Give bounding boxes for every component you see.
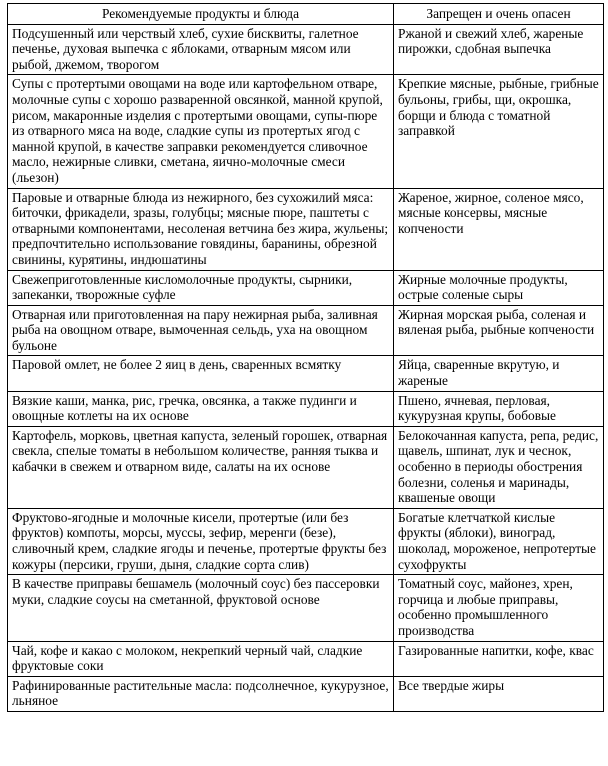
table-row (8, 508, 604, 574)
table-row (8, 356, 604, 391)
recommended-cell: Чай, кофе и какао с молоком, некрепкий черный чай, сладкие фруктовые соки (8, 641, 394, 676)
recommended-cell: Фруктово-ягодные и молочные кисели, протертые (или без фруктов) компоты, морсы, муссы, зефир, меренги (безе), сливочный крем, сладкие ягоды и печенье, протертые фрукты без кожуры (персики, груши, дыня, сладкие сорта слив) (8, 508, 394, 574)
recommended-cell: Картофель, морковь, цветная капуста, зеленый горошек, отварная свекла, спелые томаты в небольшом количестве, ранняя тыква и кабачки в свежем и отварном виде, салаты на их основе (8, 426, 394, 508)
recommended-cell: В качестве приправы бешамель (молочный соус) без пассеровки муки, сладкие соусы на сметанной, фруктовой основе (8, 575, 394, 641)
forbidden-cell: Жирные молочные продукты, острые соленые сыры (394, 270, 604, 305)
forbidden-cell: Богатые клетчаткой кислые фрукты (яблоки), виноград, шоколад, мороженое, непротертые сухофрукты (394, 508, 604, 574)
table-row (8, 676, 604, 711)
recommended-cell: Паровой омлет, не более 2 яиц в день, сваренных всмятку (8, 356, 394, 391)
recommended-cell: Паровые и отварные блюда из нежирного, без сухожилий мяса: биточки, фрикадели, зразы, голубцы; мясные пюре, паштеты с отварными компонентами, несоленая ветчина без жира, жульены; предпочтительно использование говядины, баранины, обрезной свинины, курятины, индюшатины (8, 188, 394, 270)
diet-table (7, 3, 604, 712)
forbidden-cell: Все твердые жиры (394, 676, 604, 711)
recommended-cell: Супы с протертыми овощами на воде или картофельном отваре, молочные супы с хорошо разваренной овсянкой, манной крупой, рисом, макаронные изделия с протертыми овощами, супы-пюре из отварного мяса на воде, сладкие супы из протертых ягод с манной крупой, в качестве заправки рекомендуется сливочное масло, нежирные сливки, сметана, яично-молочные смеси (льезон) (8, 75, 394, 188)
recommended-cell: Подсушенный или черствый хлеб, сухие бисквиты, галетное печенье, духовая выпечка с яблоками, отварным мясом или рыбой, джемом, творогом (8, 24, 394, 75)
forbidden-cell: Крепкие мясные, рыбные, грибные бульоны, грибы, щи, окрошка, борщи и блюда с томатной заправкой (394, 75, 604, 188)
forbidden-cell: Томатный соус, майонез, хрен, горчица и любые приправы, особенно промышленного производства (394, 575, 604, 641)
table-row (8, 75, 604, 188)
forbidden-cell: Белокочанная капуста, репа, редис, щавель, шпинат, лук и чеснок, особенно в периоды обострения болезни, соленья и маринады, квашеные овощи (394, 426, 604, 508)
recommended-cell: Вязкие каши, манка, рис, гречка, овсянка, а также пудинги и овощные котлеты на их основе (8, 391, 394, 426)
header-forbidden: Запрещен и очень опасен (394, 4, 604, 25)
table-row (8, 391, 604, 426)
forbidden-cell: Жареное, жирное, соленое мясо, мясные консервы, мясные копчености (394, 188, 604, 270)
forbidden-cell: Ржаной и свежий хлеб, жареные пирожки, сдобная выпечка (394, 24, 604, 75)
header-row (8, 4, 604, 25)
forbidden-cell: Жирная морская рыба, соленая и вяленая рыба, рыбные копчености (394, 305, 604, 356)
table-row (8, 426, 604, 508)
table-row (8, 24, 604, 75)
forbidden-cell: Газированные напитки, кофе, квас (394, 641, 604, 676)
table-row (8, 305, 604, 356)
table-row (8, 188, 604, 270)
header-recommended: Рекомендуемые продукты и блюда (8, 4, 394, 25)
forbidden-cell: Пшено, ячневая, перловая, кукурузная крупы, бобовые (394, 391, 604, 426)
table-row (8, 641, 604, 676)
table-row (8, 575, 604, 641)
recommended-cell: Свежеприготовленные кисломолочные продукты, сырники, запеканки, творожные суфле (8, 270, 394, 305)
table-header (8, 4, 604, 25)
table-body (8, 24, 604, 711)
forbidden-cell: Яйца, сваренные вкрутую, и жареные (394, 356, 604, 391)
recommended-cell: Отварная или приготовленная на пару нежирная рыба, заливная рыба на овощном отваре, вымоченная сельдь, уха на овощном бульоне (8, 305, 394, 356)
recommended-cell: Рафинированные растительные масла: подсолнечное, кукурузное, льняное (8, 676, 394, 711)
table-row (8, 270, 604, 305)
